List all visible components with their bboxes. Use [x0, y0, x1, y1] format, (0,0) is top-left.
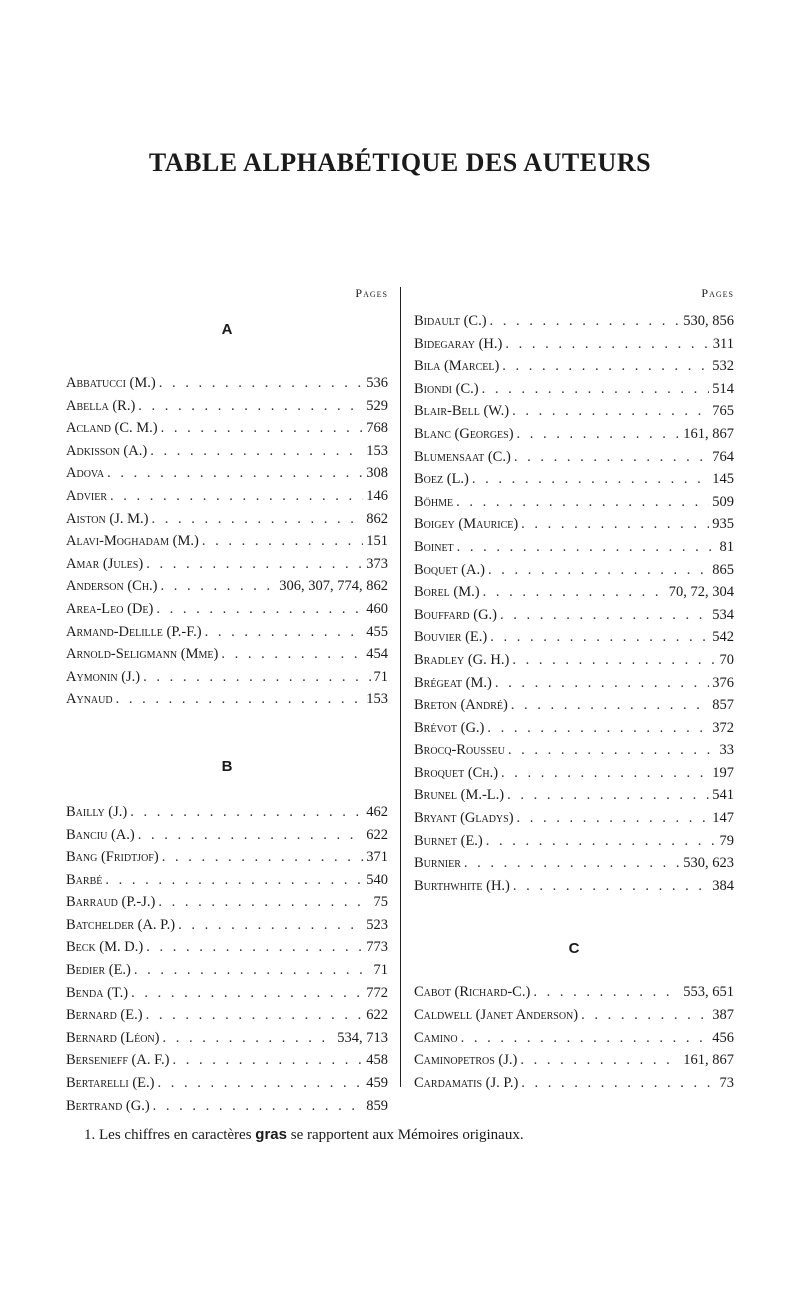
author-name: Bryant (Gladys) — [414, 810, 514, 827]
index-section — [414, 937, 734, 1094]
author-name: Cabot (Richard-C.) — [414, 984, 531, 1001]
page-numbers: 514 — [712, 380, 734, 397]
index-entry — [414, 852, 734, 875]
author-name: Bedier (E.) — [66, 962, 131, 979]
index-entry — [66, 440, 388, 463]
page-numbers: 311 — [712, 335, 734, 352]
dot-leader — [161, 417, 364, 440]
dot-leader — [507, 784, 709, 807]
index-entry — [414, 1004, 734, 1027]
dot-leader — [512, 400, 709, 423]
footnote-bold-word: gras — [255, 1126, 287, 1143]
page-numbers: 765 — [712, 403, 734, 420]
index-entry — [414, 672, 734, 695]
section-letter: A — [221, 321, 233, 338]
dot-leader — [514, 446, 709, 469]
index-entry — [414, 559, 734, 582]
page-numbers: 462 — [366, 803, 388, 820]
author-name: Broquet (Ch.) — [414, 764, 499, 781]
index-entry — [66, 846, 388, 869]
author-name: Bertrand (G.) — [66, 1097, 150, 1114]
dot-leader — [138, 824, 364, 847]
index-entry — [414, 423, 734, 446]
author-name: Brégeat (M.) — [414, 674, 492, 691]
author-name: Blumensaat (C.) — [414, 448, 511, 465]
author-name: Bernard (E.) — [66, 1007, 143, 1024]
index-entry — [414, 491, 734, 514]
page-numbers: 523 — [366, 916, 388, 933]
index-entry — [66, 936, 388, 959]
dot-leader — [146, 553, 363, 576]
dot-leader — [162, 1027, 334, 1050]
page-numbers: 773 — [366, 939, 388, 956]
dot-leader — [533, 981, 680, 1004]
index-entry — [66, 982, 388, 1005]
dot-leader — [486, 830, 717, 853]
dot-leader — [161, 575, 277, 598]
page-numbers: 509 — [712, 493, 734, 510]
index-entry — [414, 333, 734, 356]
right-column — [414, 282, 734, 1094]
footnote — [84, 1126, 764, 1144]
index-entry — [66, 530, 388, 553]
page-numbers: 153 — [366, 691, 388, 708]
dot-leader — [521, 513, 709, 536]
index-entry — [414, 807, 734, 830]
index-entry — [414, 649, 734, 672]
author-name: Biondi (C.) — [414, 380, 479, 397]
author-name: Blair-Bell (W.) — [414, 403, 510, 420]
index-entry — [414, 626, 734, 649]
page-numbers: 534 — [712, 606, 734, 623]
dot-leader — [511, 694, 709, 717]
page-numbers: 772 — [366, 984, 388, 1001]
index-section — [66, 755, 388, 1117]
page-numbers: 764 — [712, 448, 734, 465]
author-name: Anderson (Ch.) — [66, 578, 158, 595]
left-sections — [66, 318, 388, 1117]
page-numbers: 376 — [712, 674, 734, 691]
page-numbers: 534, 713 — [337, 1029, 388, 1046]
index-entry — [66, 417, 388, 440]
index-entry — [66, 891, 388, 914]
author-name: Breton (André) — [414, 697, 508, 714]
page-numbers: 862 — [366, 510, 388, 527]
dot-leader — [107, 462, 363, 485]
author-name: Abella (R.) — [66, 397, 136, 414]
author-name: Alavi-Moghadam (M.) — [66, 533, 199, 550]
author-name: Bernard (Léon) — [66, 1029, 160, 1046]
index-entry — [66, 598, 388, 621]
author-name: Armand-Delille (P.-F.) — [66, 623, 202, 640]
dot-leader — [508, 739, 717, 762]
index-entry — [414, 1072, 734, 1095]
author-name: Camino — [414, 1029, 458, 1046]
dot-leader — [487, 717, 709, 740]
author-name: Bidegaray (H.) — [414, 335, 503, 352]
dot-leader — [151, 508, 363, 531]
page-numbers: 79 — [719, 832, 734, 849]
index-entry — [66, 824, 388, 847]
index-entry — [66, 801, 388, 824]
page-numbers: 622 — [366, 1007, 388, 1024]
index-entry — [66, 643, 388, 666]
page-numbers: 857 — [712, 697, 734, 714]
page-numbers: 532 — [712, 358, 734, 375]
page-numbers: 859 — [366, 1097, 388, 1114]
dot-leader — [134, 959, 371, 982]
footnote-text: 1. Les chiffres en caractères — [84, 1127, 256, 1143]
page-numbers: 308 — [366, 465, 388, 482]
dot-leader — [483, 581, 666, 604]
page-numbers: 536 — [366, 375, 388, 391]
dot-leader — [482, 378, 710, 401]
section-letter: C — [568, 940, 580, 958]
dot-leader — [131, 982, 363, 1005]
author-name: Boinet — [414, 538, 454, 555]
author-name: Boquet (A.) — [414, 561, 485, 578]
page-numbers: 161, 867 — [683, 1052, 734, 1069]
dot-leader — [105, 869, 363, 892]
index-entry — [66, 666, 388, 689]
index-entry — [414, 446, 734, 469]
author-name: Burnet (E.) — [414, 832, 483, 849]
index-entry — [66, 508, 388, 531]
author-name: Acland (C. M.) — [66, 420, 158, 437]
index-section — [414, 310, 734, 897]
index-entry — [414, 762, 734, 785]
author-name: Cardamatis (J. P.) — [414, 1074, 519, 1091]
dot-leader — [457, 536, 717, 559]
author-name: Barbé — [66, 871, 103, 888]
page-numbers: 455 — [366, 623, 388, 640]
page-numbers: 540 — [366, 871, 388, 888]
dot-leader — [202, 530, 363, 553]
page-numbers: 146 — [366, 487, 388, 504]
dot-leader — [581, 1004, 709, 1027]
author-name: Bersenieff (A. F.) — [66, 1052, 170, 1069]
entry-list — [414, 981, 734, 1094]
author-name: Caldwell (Janet Anderson) — [414, 1007, 579, 1024]
author-name: Boez (L.) — [414, 471, 469, 488]
dot-leader — [172, 1049, 363, 1072]
page-numbers: 70, 72, 304 — [668, 584, 734, 601]
author-name: Blanc (Georges) — [414, 425, 514, 442]
dot-leader — [461, 1027, 710, 1050]
index-entry — [414, 355, 734, 378]
page-numbers: 542 — [712, 629, 734, 646]
index-entry — [66, 1072, 388, 1095]
page-numbers: 768 — [366, 420, 388, 437]
index-entry — [414, 830, 734, 853]
dot-leader — [143, 666, 370, 689]
page-numbers: 71 — [373, 962, 388, 979]
author-name: Advier — [66, 487, 108, 504]
dot-leader — [205, 621, 364, 644]
dot-leader — [501, 762, 709, 785]
author-name: Bila (Marcel) — [414, 358, 500, 375]
author-name: Beck (M. D.) — [66, 939, 144, 956]
index-entry — [66, 1027, 388, 1050]
section-letter: B — [221, 757, 233, 775]
index-entry — [66, 462, 388, 485]
dot-leader — [490, 626, 709, 649]
dot-leader — [464, 852, 680, 875]
dot-leader — [150, 440, 363, 463]
index-entry — [66, 485, 388, 508]
index-section — [66, 318, 388, 711]
page-numbers: 454 — [366, 646, 388, 663]
dot-leader — [110, 485, 363, 508]
dot-leader — [221, 643, 363, 666]
index-entry — [414, 981, 734, 1004]
right-sections — [414, 310, 734, 1094]
index-entry — [66, 959, 388, 982]
page-numbers: 147 — [712, 810, 734, 827]
dot-leader — [156, 598, 363, 621]
index-entry — [414, 739, 734, 762]
index-entry — [414, 378, 734, 401]
index-entry — [66, 395, 388, 418]
dot-leader — [178, 914, 363, 937]
index-entry — [414, 310, 734, 333]
author-name: Caminopetros (J.) — [414, 1052, 518, 1069]
author-name: Bailly (J.) — [66, 803, 128, 820]
page-numbers: 530, 856 — [683, 313, 734, 329]
dot-leader — [153, 1095, 364, 1118]
page-numbers: 73 — [719, 1074, 734, 1091]
page-numbers: 384 — [712, 877, 734, 894]
dot-leader — [490, 310, 681, 333]
column-divider — [400, 287, 401, 1087]
author-name: Bradley (G. H.) — [414, 651, 510, 668]
page-numbers: 373 — [366, 555, 388, 572]
author-name: Aiston (J. M.) — [66, 510, 149, 527]
author-name: Benda (T.) — [66, 984, 129, 1001]
page-numbers: 70 — [719, 651, 734, 668]
page-numbers: 387 — [712, 1007, 734, 1024]
page-numbers: 33 — [719, 742, 734, 759]
dot-leader — [159, 372, 364, 395]
index-entry — [414, 784, 734, 807]
author-name: Burnier — [414, 855, 461, 872]
author-name: Brocq-Rousseu — [414, 742, 505, 759]
page-numbers: 541 — [712, 787, 734, 804]
author-name: Brunel (M.-L.) — [414, 787, 505, 804]
author-name: Adkisson (A.) — [66, 442, 148, 459]
index-entry — [66, 575, 388, 598]
dot-leader — [513, 875, 709, 898]
page-numbers: 459 — [366, 1075, 388, 1092]
entry-list — [66, 801, 388, 1117]
page-numbers: 529 — [366, 397, 388, 414]
index-entry — [66, 621, 388, 644]
index-entry — [414, 400, 734, 423]
index-entry — [414, 513, 734, 536]
dot-leader — [500, 604, 709, 627]
dot-leader — [512, 649, 716, 672]
index-entry — [414, 536, 734, 559]
pages-column-label: Pages — [701, 286, 734, 300]
author-name: Böhme — [414, 493, 454, 510]
dot-leader — [157, 1072, 363, 1095]
dot-leader — [521, 1072, 716, 1095]
dot-leader — [162, 846, 364, 869]
page-numbers: 458 — [366, 1052, 388, 1069]
author-name: Boigey (Maurice) — [414, 516, 519, 533]
dot-leader — [488, 559, 709, 582]
page-numbers: 460 — [366, 600, 388, 617]
author-name: Aymonin (J.) — [66, 668, 141, 685]
page-numbers: 145 — [712, 471, 734, 488]
author-name: Aynaud — [66, 691, 113, 708]
dot-leader — [495, 672, 709, 695]
index-entry — [414, 694, 734, 717]
page-numbers: 622 — [366, 826, 388, 843]
index-entry — [66, 1095, 388, 1118]
dot-leader — [520, 1049, 680, 1072]
page-numbers: 306, 307, 774, 862 — [279, 578, 388, 595]
author-name: Area-Leo (De) — [66, 600, 154, 617]
page-numbers: 865 — [712, 561, 734, 578]
left-column — [66, 282, 388, 1117]
page-numbers: 530, 623 — [683, 855, 734, 872]
author-name: Barraud (P.-J.) — [66, 894, 156, 911]
index-entry — [66, 688, 388, 711]
page-numbers: 151 — [366, 533, 388, 550]
entry-list — [66, 372, 388, 711]
page-numbers: 153 — [366, 442, 388, 459]
author-name: Brévot (G.) — [414, 719, 485, 736]
page-numbers: 75 — [373, 894, 388, 911]
dot-leader — [116, 688, 364, 711]
author-name: Bouffard (G.) — [414, 606, 497, 623]
page-numbers: 71 — [373, 668, 388, 685]
index-entry — [66, 372, 388, 395]
page-numbers: 456 — [712, 1029, 734, 1046]
dot-leader — [502, 355, 709, 378]
dot-leader — [146, 936, 363, 959]
dot-leader — [472, 468, 709, 491]
index-entry — [66, 1004, 388, 1027]
page-numbers: 553, 651 — [683, 984, 734, 1001]
page-numbers: 81 — [719, 538, 734, 555]
index-entry — [414, 717, 734, 740]
author-name: Borel (M.) — [414, 584, 480, 601]
author-name: Adova — [66, 465, 105, 482]
author-name: Burthwhite (H.) — [414, 877, 510, 894]
index-entry — [414, 468, 734, 491]
page-numbers: 197 — [712, 764, 734, 781]
index-entry — [414, 875, 734, 898]
author-name: Bouvier (E.) — [414, 629, 488, 646]
index-entry — [66, 914, 388, 937]
author-name: Bang (Fridtjof) — [66, 849, 159, 866]
dot-leader — [138, 395, 363, 418]
author-name: Arnold-Seligmann (Mme) — [66, 646, 219, 663]
author-name: Bidault (C.) — [414, 313, 487, 329]
footnote-text-end: se rapportent aux Mémoires originaux. — [286, 1127, 524, 1143]
page-title: TABLE ALPHABÉTIQUE DES AUTEURS — [148, 148, 652, 177]
index-entry — [414, 1027, 734, 1050]
author-name: Amar (Jules) — [66, 555, 144, 572]
index-entry — [66, 869, 388, 892]
entry-list — [414, 310, 734, 897]
index-entry — [66, 1049, 388, 1072]
dot-leader — [146, 1004, 364, 1027]
dot-leader — [517, 807, 710, 830]
author-name: Abbatucci (M.) — [66, 375, 156, 391]
page-numbers: 371 — [366, 849, 388, 866]
pages-column-label: Pages — [355, 286, 388, 300]
index-entry — [414, 604, 734, 627]
dot-leader — [158, 891, 370, 914]
dot-leader — [517, 423, 681, 446]
page-numbers: 161, 867 — [683, 425, 734, 442]
index-entry — [414, 1049, 734, 1072]
page-numbers: 935 — [712, 516, 734, 533]
dot-leader — [505, 333, 709, 356]
index-entry — [414, 581, 734, 604]
dot-leader — [130, 801, 363, 824]
author-name: Banciu (A.) — [66, 826, 135, 843]
author-name: Batchelder (A. P.) — [66, 916, 176, 933]
index-entry — [66, 553, 388, 576]
page-numbers: 372 — [712, 719, 734, 736]
dot-leader — [456, 491, 709, 514]
author-name: Bertarelli (E.) — [66, 1075, 155, 1092]
